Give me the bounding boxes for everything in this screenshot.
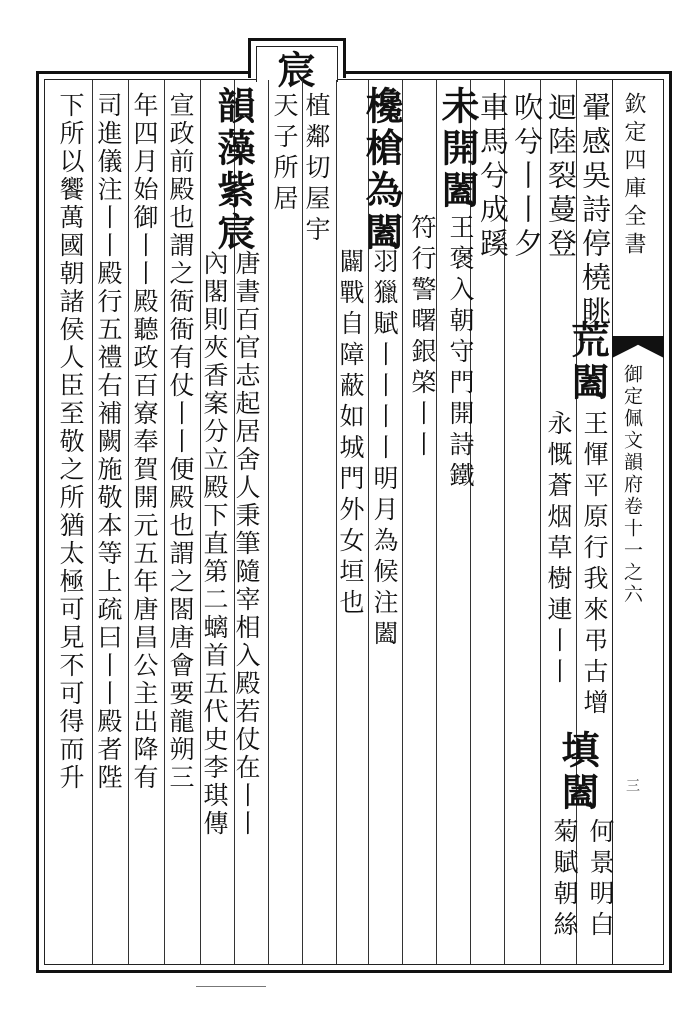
text-column: 闢戰自障蔽如城門外女垣也	[336, 248, 365, 620]
header-tab-char: 宸	[271, 50, 316, 92]
text-column: 符行警曙銀棨丨丨	[408, 214, 437, 462]
text-column: 王褒入朝守門開詩鐵	[446, 214, 475, 493]
text-column: 翬感吳詩停橈眺	[578, 92, 612, 330]
text-column: 唐書百官志起居舍人秉筆隨宰相入殿若仗在丨丨	[232, 250, 261, 838]
text-column: 迴陸裂蔓登	[544, 92, 578, 262]
headword: 未開闔	[435, 86, 480, 212]
headword: 荒闔	[565, 320, 610, 404]
text-column: 司進儀注丨丨殿行五禮右補闕施敬本等上疏曰丨丨殿者陛	[94, 92, 123, 792]
text-column: 內閣則夾香案分立殿下直第二螭首五代史李琪傳	[200, 250, 229, 838]
footer-rule	[196, 986, 266, 987]
text-column: 車馬兮成蹊	[476, 92, 510, 262]
text-column: 王惲平原行我來弔古增	[580, 410, 609, 720]
margin-title: 欽定四庫全書	[621, 92, 646, 260]
text-column: 下所以饗萬國朝諸侯人臣至敬之所猶太極可見不可得而升	[56, 92, 85, 792]
headword: 欃槍為闔	[359, 86, 404, 254]
column-rule	[436, 80, 437, 964]
text-column: 吹兮丨丨夕	[510, 92, 544, 262]
text-column: 何景明白	[586, 818, 615, 942]
headword: 韻藻紫宸	[211, 86, 256, 254]
text-column: 年四月始御丨丨殿聽政百寮奉賀開元五年唐昌公主出降有	[130, 92, 159, 792]
text-column: 植鄰切屋宇	[302, 92, 331, 247]
column-rule	[470, 80, 471, 964]
text-column: 宣政前殿也謂之衙衙有仗丨丨便殿也謂之閤唐會要龍朔三	[166, 92, 195, 792]
column-rule	[164, 80, 165, 964]
text-column: 永慨蒼烟草樹連丨丨	[544, 410, 573, 689]
text-column: 羽獵賦丨丨丨丨明月為候注闔	[370, 248, 399, 651]
text-column: 天子所居	[270, 92, 299, 216]
margin-volume: 御定佩文韻府卷十一之六	[621, 364, 643, 606]
column-rule	[128, 80, 129, 964]
column-rule	[268, 80, 269, 964]
headword: 填闔	[555, 730, 600, 814]
column-rule	[92, 80, 93, 964]
margin-page-number: 三	[624, 778, 640, 792]
text-column: 菊賦朝絲	[550, 818, 579, 942]
